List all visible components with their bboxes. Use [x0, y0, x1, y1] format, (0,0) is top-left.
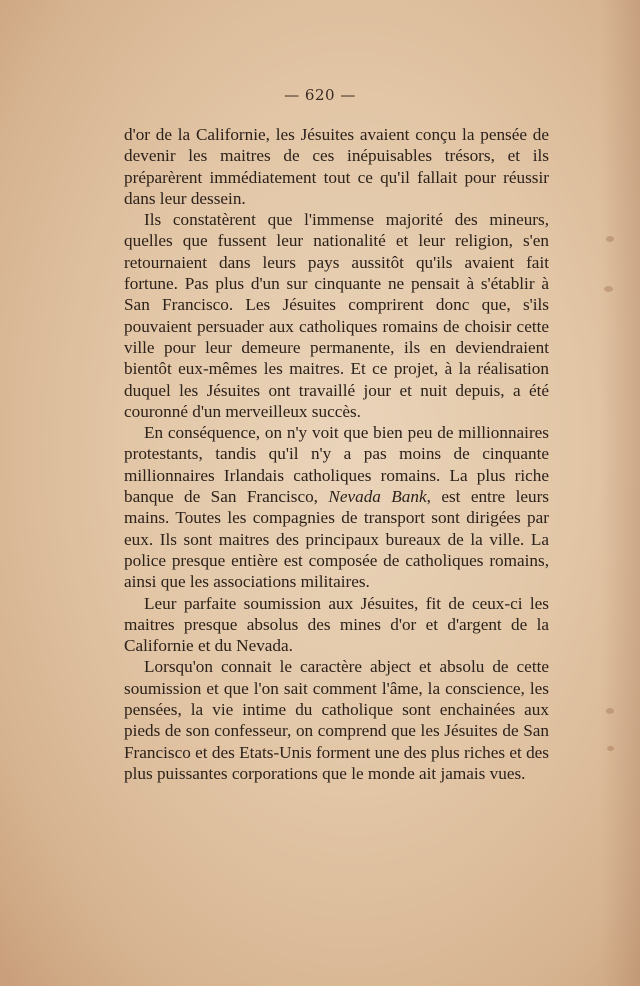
paragraph — [124, 209, 549, 422]
text-run: En conséquence, on n'y voit que bien peu de millionnaires protestants, tandis qu'il n'y a pas moins de cinquante millionnaires Irlandais catholiques romains. La plus riche banque de San Francisco, — [124, 423, 549, 507]
body-text — [124, 124, 549, 784]
paper-stain — [606, 708, 614, 714]
paragraph — [124, 656, 549, 784]
text-run: d'or de la Californie, les Jésuites avaient conçu la pensée de devenir les maitres de ces inépuisables trésors, et ils préparèrent immédiatement tout ce qu'il fallait pour réussir dans leur dessein. — [124, 125, 549, 208]
text-run: Leur parfaite soumission aux Jésuites, fit de ceux-ci les maitres presque absolus des mines d'or et d'argent de la Californie et du Nevada. — [124, 593, 549, 656]
paragraph — [124, 422, 549, 592]
page-number: — 620 — — [284, 86, 356, 104]
paper-stain — [607, 746, 614, 751]
paper-stain — [604, 286, 613, 292]
page-edge-shading — [600, 0, 640, 986]
paragraph — [124, 593, 549, 657]
text-run: Ils constatèrent que l'immense majorité des mineurs, quelles que fussent leur nationalité et leur religion, s'en retournaient dans leurs pays aussitôt qu'ils avaient fait fortune. Pas plus d'un sur cinquante ne pensait à s'établir à San Francisco. Les Jésuites comprirent donc que, s'ils pouvaient persuader aux catholiques romains de choisir cette ville pour leur demeure permanente, ils en deviendraient bientôt eux-mêmes les maitres. Et ce projet, à la réalisation duquel les Jésuites ont travaillé jour et nuit depuis, a été couronné d'un merveilleux succès. — [124, 210, 549, 421]
bank-name: Nevada Bank — [328, 487, 427, 507]
paper-stain — [606, 236, 614, 242]
text-run: , est entre leurs mains. Toutes les compagnies de transport sont dirigées par eux. Ils sont maitres des principaux bureaux de la ville. La police presque entière est composée de catholiques romains, ainsi que les associations militaires. — [124, 487, 549, 592]
paragraph — [124, 124, 549, 209]
text-run: Lorsqu'on connait le caractère abject et absolu de cette soumission et que l'on sait comment l'âme, la conscience, les pensées, la vie intime du catholique sont enchainées aux pieds de son confesseur, on comprend que les Jésuites de San Francisco et des Etats-Unis forment une des plus riches et des plus puissantes corporations que le monde ait jamais vues. — [124, 657, 549, 783]
